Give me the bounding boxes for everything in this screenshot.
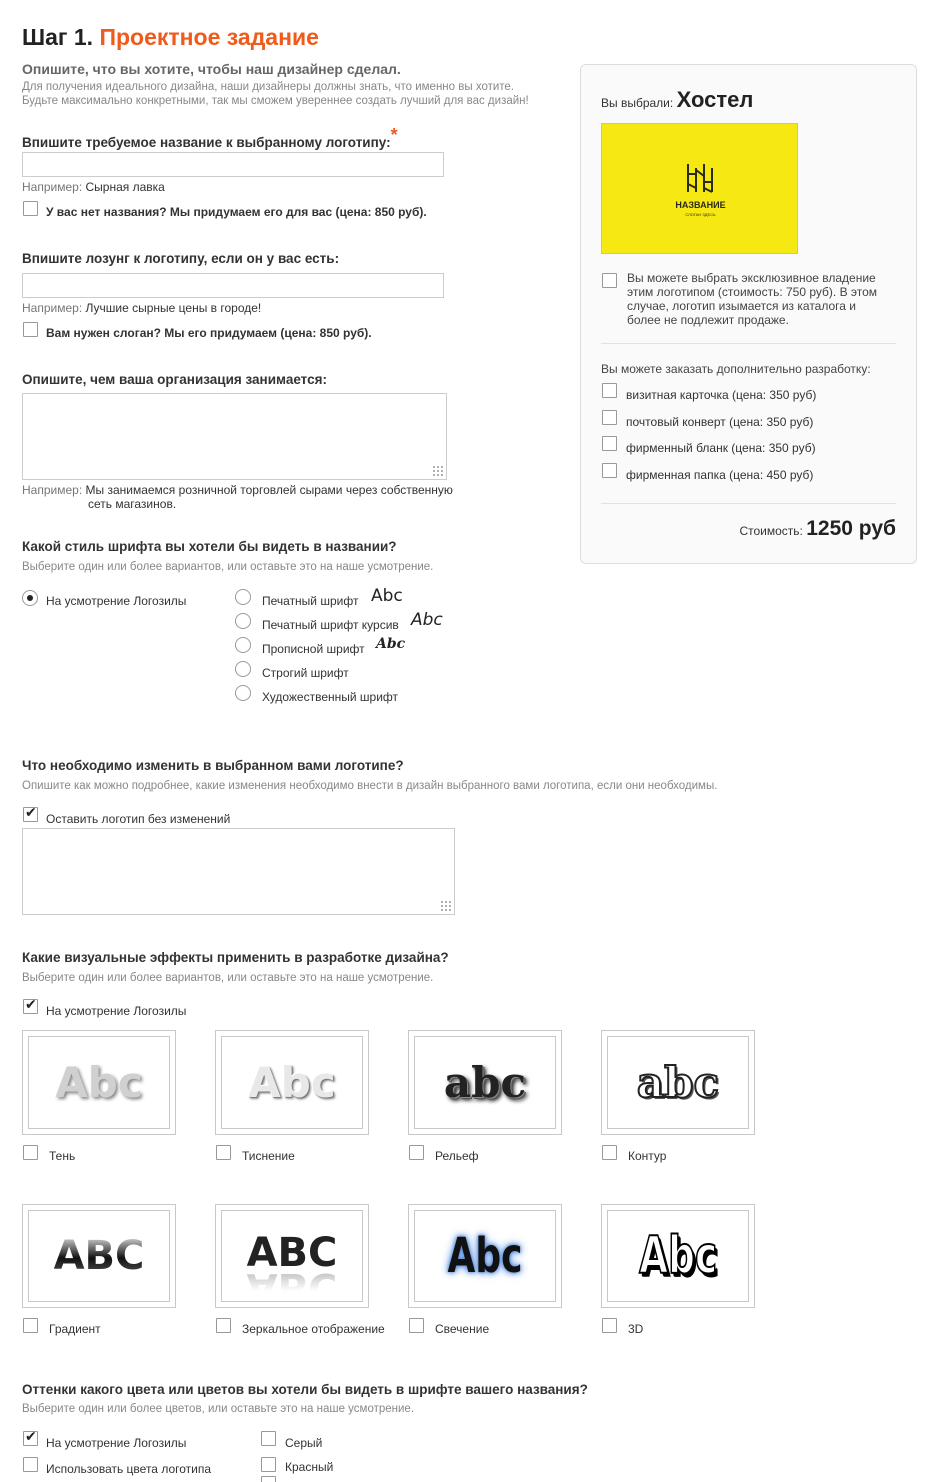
total-price bbox=[739, 517, 896, 541]
colors-note: Выберите один или более цветов, или оставьте это на наше усмотрение. bbox=[22, 1403, 415, 1415]
colors-default-label: На усмотрение Логозилы bbox=[46, 1436, 187, 1450]
effect-emboss-preview[interactable] bbox=[215, 1030, 369, 1135]
font-style-artistic-label: Художественный шрифт bbox=[262, 690, 399, 704]
exclusive-line-2: этим логотипом (стоимость: 750 руб). В этом bbox=[627, 285, 878, 299]
effect-mirror-sample: ABC bbox=[246, 1230, 338, 1276]
page-title bbox=[22, 24, 319, 51]
need-slogan-label: Вам нужен слоган? Мы его придумаем (цена: 850 руб). bbox=[46, 326, 372, 340]
effect-glow-preview[interactable] bbox=[408, 1204, 562, 1308]
exclusive-line-1: Вы можете выбрать эксклюзивное владение bbox=[627, 271, 876, 285]
effect-emboss-checkbox[interactable] bbox=[216, 1145, 231, 1160]
effect-glow-checkbox[interactable] bbox=[409, 1318, 424, 1333]
effect-3d-label: 3D bbox=[628, 1322, 644, 1336]
business-example-prefix: Например: bbox=[22, 483, 83, 497]
need-slogan-checkbox[interactable] bbox=[23, 322, 38, 337]
name-field-label bbox=[22, 125, 398, 152]
logo-title-text: НАЗВАНИЕ bbox=[675, 200, 726, 210]
effect-contour-label: Контур bbox=[628, 1149, 667, 1163]
page-subtitle: Опишите, что вы хотите, чтобы наш дизайнер сделал. bbox=[22, 61, 401, 77]
extra-envelope-checkbox[interactable] bbox=[602, 410, 617, 425]
slogan-example-prefix: Например: bbox=[22, 301, 83, 315]
step-number: Шаг 1. bbox=[22, 24, 94, 50]
effect-contour-preview[interactable] bbox=[601, 1030, 755, 1135]
font-style-label: Какой стиль шрифта вы хотели бы видеть в названии? bbox=[22, 539, 397, 554]
exclusive-line-3: случае, логотип изымается из каталога и bbox=[627, 299, 856, 313]
font-style-radio-artistic[interactable] bbox=[235, 685, 251, 701]
colors-default-checkbox[interactable] bbox=[23, 1431, 38, 1446]
color-next-checkbox[interactable] bbox=[261, 1476, 276, 1482]
effect-3d-preview[interactable] bbox=[601, 1204, 755, 1308]
effect-shadow-label: Тень bbox=[49, 1149, 76, 1163]
extra-folder-checkbox[interactable] bbox=[602, 463, 617, 478]
changes-textarea[interactable] bbox=[22, 828, 455, 915]
extra-envelope-label: почтовый конверт (цена: 350 руб) bbox=[626, 415, 814, 429]
effect-3d-checkbox[interactable] bbox=[602, 1318, 617, 1333]
required-mark: * bbox=[390, 125, 398, 145]
logo-slogan-text: СЛОГАН ЗДЕСЬ bbox=[685, 212, 716, 217]
font-style-radio-italic[interactable] bbox=[235, 613, 251, 629]
effects-default-checkbox[interactable] bbox=[23, 999, 38, 1014]
use-logo-colors-checkbox[interactable] bbox=[23, 1457, 38, 1472]
changes-note: Опишите как можно подробнее, какие изменения необходимо внести в дизайн выбранного вами логотипа, если они необходимы. bbox=[22, 780, 718, 792]
effects-label: Какие визуальные эффекты применить в разработке дизайна? bbox=[22, 950, 449, 965]
effect-shadow-sample: Abc bbox=[55, 1057, 143, 1107]
font-style-print-label: Печатный шрифт bbox=[262, 594, 359, 608]
effect-relief-sample: abc bbox=[443, 1057, 527, 1107]
name-example-value: Сырная лавка bbox=[85, 180, 165, 194]
slogan-field-label: Впишите лозунг к логотипу, если он у вас есть: bbox=[22, 251, 340, 266]
effect-relief-checkbox[interactable] bbox=[409, 1145, 424, 1160]
font-style-note: Выберите один или более вариантов, или оставьте это на наше усмотрение. bbox=[22, 561, 434, 573]
effect-gradient-sample: ABC bbox=[53, 1233, 145, 1279]
effect-gradient-label: Градиент bbox=[49, 1322, 101, 1336]
chosen-logo-image bbox=[601, 123, 798, 254]
price-label: Стоимость: bbox=[739, 524, 803, 538]
name-example bbox=[22, 180, 165, 194]
effect-3d-sample: Abc bbox=[639, 1226, 717, 1286]
effects-default-label: На усмотрение Логозилы bbox=[46, 1004, 187, 1018]
order-summary-panel bbox=[580, 64, 917, 564]
color-gray-checkbox[interactable] bbox=[261, 1431, 276, 1446]
font-style-italic-label: Печатный шрифт курсив bbox=[262, 618, 399, 632]
effect-relief-preview[interactable] bbox=[408, 1030, 562, 1135]
effect-mirror-preview[interactable] bbox=[215, 1204, 369, 1308]
resize-grip-icon[interactable] bbox=[440, 900, 452, 912]
extra-letterhead-checkbox[interactable] bbox=[602, 436, 617, 451]
business-example-line2: сеть магазинов. bbox=[88, 497, 177, 511]
effect-mirror-label: Зеркальное отображение bbox=[242, 1322, 385, 1336]
chosen-logo-name: Хостел bbox=[676, 87, 754, 112]
effect-relief-label: Рельеф bbox=[435, 1149, 479, 1163]
slogan-example bbox=[22, 301, 261, 315]
color-red-label: Красный bbox=[285, 1460, 334, 1474]
effect-mirror-checkbox[interactable] bbox=[216, 1318, 231, 1333]
hostel-logo-icon bbox=[684, 162, 716, 196]
business-example-line1: Мы занимаемся розничной торговлей сырами через собственную bbox=[85, 483, 453, 497]
effect-contour-checkbox[interactable] bbox=[602, 1145, 617, 1160]
font-style-radio-print[interactable] bbox=[235, 589, 251, 605]
effect-emboss-label: Тиснение bbox=[242, 1149, 295, 1163]
extra-business-card-label: визитная карточка (цена: 350 руб) bbox=[626, 388, 817, 402]
no-name-checkbox[interactable] bbox=[23, 201, 38, 216]
keep-logo-checkbox[interactable] bbox=[23, 807, 38, 822]
extras-label: Вы можете заказать дополнительно разработку: bbox=[601, 362, 871, 376]
slogan-input[interactable] bbox=[22, 273, 444, 298]
font-style-default-label: На усмотрение Логозилы bbox=[46, 594, 187, 608]
font-sample-italic: Abc bbox=[411, 610, 443, 630]
chosen-logo-heading bbox=[601, 87, 753, 113]
slogan-example-value: Лучшие сырные цены в городе! bbox=[85, 301, 262, 315]
business-field-label: Опишите, чем ваша организация занимается: bbox=[22, 372, 327, 387]
extra-business-card-checkbox[interactable] bbox=[602, 383, 617, 398]
page-note-1: Для получения идеального дизайна, наши дизайнеры должны знать, что именно вы хотите. bbox=[22, 81, 515, 93]
font-style-radio-script[interactable] bbox=[235, 637, 251, 653]
colors-label: Оттенки какого цвета или цветов вы хотели бы видеть в шрифте вашего названия? bbox=[22, 1382, 588, 1397]
font-style-radio-strict[interactable] bbox=[235, 661, 251, 677]
step-title: Проектное задание bbox=[99, 24, 319, 50]
exclusive-text bbox=[627, 271, 877, 327]
use-logo-colors-label: Использовать цвета логотипа bbox=[46, 1462, 212, 1476]
effects-note: Выберите один или более вариантов, или оставьте это на наше усмотрение. bbox=[22, 972, 434, 984]
effect-glow-sample: Abc bbox=[447, 1228, 523, 1284]
font-sample-print: Abc bbox=[371, 586, 403, 606]
extra-folder-label: фирменная папка (цена: 450 руб) bbox=[626, 468, 814, 482]
changes-label: Что необходимо изменить в выбранном вами логотипе? bbox=[22, 758, 404, 773]
chosen-prefix: Вы выбрали: bbox=[601, 96, 674, 110]
effect-gradient-checkbox[interactable] bbox=[23, 1318, 38, 1333]
divider bbox=[601, 503, 896, 504]
font-style-strict-label: Строгий шрифт bbox=[262, 666, 349, 680]
effect-emboss-sample: Abc bbox=[248, 1057, 336, 1107]
price-value: 1250 руб bbox=[806, 517, 896, 540]
business-example bbox=[22, 483, 472, 511]
font-style-script-label: Прописной шрифт bbox=[262, 642, 365, 656]
effect-gradient-preview[interactable] bbox=[22, 1204, 176, 1308]
effect-contour-sample: abc bbox=[636, 1057, 720, 1107]
business-textarea[interactable] bbox=[22, 393, 447, 480]
no-name-label: У вас нет названия? Мы придумаем его для вас (цена: 850 руб). bbox=[46, 205, 427, 219]
color-gray-label: Серый bbox=[285, 1436, 323, 1450]
name-field-label-text: Впишите требуемое название к выбранному логотипу: bbox=[22, 135, 391, 150]
exclusive-checkbox[interactable] bbox=[602, 273, 617, 288]
effect-shadow-checkbox[interactable] bbox=[23, 1145, 38, 1160]
keep-logo-label: Оставить логотип без изменений bbox=[46, 812, 231, 826]
name-example-prefix: Например: bbox=[22, 180, 83, 194]
color-red-checkbox[interactable] bbox=[261, 1457, 276, 1472]
font-sample-script: Abc bbox=[376, 636, 406, 652]
exclusive-line-4: более не подлежит продаже. bbox=[627, 313, 789, 327]
page-note-2: Будьте максимально конкретными, так мы сможем увереннее создать лучший для вас дизайн! bbox=[22, 95, 529, 107]
effect-shadow-preview[interactable] bbox=[22, 1030, 176, 1135]
name-input[interactable] bbox=[22, 152, 444, 177]
resize-grip-icon[interactable] bbox=[432, 465, 444, 477]
font-style-radio-default[interactable] bbox=[22, 590, 38, 606]
effect-glow-label: Свечение bbox=[435, 1322, 490, 1336]
divider bbox=[601, 343, 896, 344]
extra-letterhead-label: фирменный бланк (цена: 350 руб) bbox=[626, 441, 816, 455]
